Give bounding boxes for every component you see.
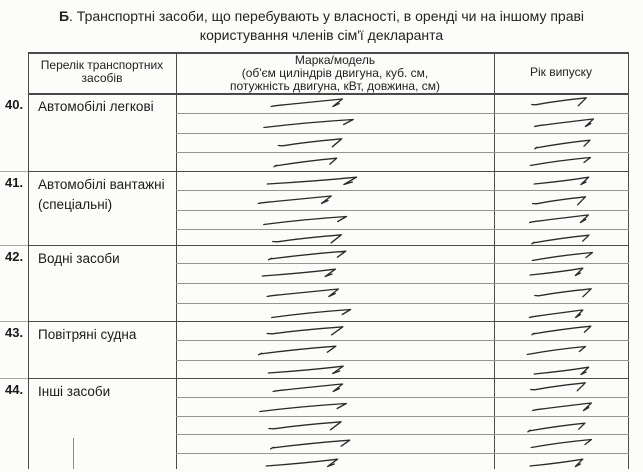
- row-number: 41.: [5, 175, 24, 190]
- section-title: [0, 7, 643, 45]
- model-dash-mark: [274, 136, 346, 152]
- model-dash-mark: [262, 174, 367, 190]
- year-dash-mark: [527, 307, 587, 323]
- column-divider-2: [494, 52, 495, 469]
- section-title-line2: користування членів сім'ї декларанта: [199, 27, 444, 43]
- entry-line: [176, 453, 629, 454]
- row-label: Водні засоби: [38, 251, 120, 266]
- year-dash-mark: [530, 400, 596, 416]
- row-number: 42.: [5, 249, 24, 264]
- row-number: 43.: [5, 325, 24, 340]
- scan-tick: [0, 321, 28, 322]
- model-dash-mark: [258, 400, 350, 416]
- scan-tick: [0, 245, 28, 246]
- header-year: Рік випуску: [529, 65, 593, 79]
- row-number: 44.: [5, 382, 24, 397]
- model-dash-mark: [270, 381, 348, 397]
- scan-tick: [0, 378, 28, 379]
- entry-line: [176, 133, 629, 134]
- entry-line: [176, 190, 629, 191]
- year-dash-mark: [531, 364, 595, 380]
- year-dash-mark: [531, 174, 595, 190]
- model-dash-mark: [268, 96, 348, 112]
- entry-line: [176, 416, 629, 417]
- model-dash-mark: [255, 193, 337, 209]
- model-dash-mark: [268, 437, 354, 453]
- year-dash-mark: [530, 323, 594, 339]
- row-label: Автомобілі вантажні (спеціальні): [38, 177, 165, 212]
- year-dash-mark: [532, 116, 598, 132]
- entry-line: [176, 283, 629, 284]
- entry-line: [176, 397, 629, 398]
- year-dash-mark: [527, 456, 589, 472]
- entry-line: [176, 229, 629, 230]
- year-dash-mark: [529, 194, 589, 210]
- year-dash-mark: [531, 249, 595, 265]
- entry-line: [176, 303, 629, 304]
- header-make-model: Марка/модель (об'єм циліндрів двигуна, куб. см, потужність двигуна, кВт, довжина, см): [229, 53, 441, 93]
- section-title-line1: Б. Транспортні засоби, що перебувають у власності, в оренді чи на іншому праві: [58, 8, 585, 24]
- model-dash-mark: [272, 155, 340, 171]
- model-dash-mark: [264, 363, 352, 379]
- model-dash-mark: [256, 343, 340, 359]
- year-dash-mark: [527, 212, 593, 228]
- year-dash-mark: [526, 343, 588, 359]
- table-border-right: [628, 52, 629, 469]
- model-dash-mark: [268, 232, 346, 248]
- year-dash-mark: [528, 95, 590, 111]
- year-dash-mark: [527, 380, 589, 396]
- model-dash-mark: [258, 266, 344, 282]
- model-dash-mark: [264, 286, 344, 302]
- row-number: 40.: [5, 97, 24, 112]
- scan-artifact-vertical: [73, 438, 74, 469]
- header-vehicle-list: Перелік транспортних засобів: [40, 58, 164, 85]
- model-dash-mark: [262, 116, 357, 132]
- entry-line: [176, 340, 629, 341]
- column-divider-1: [176, 52, 177, 469]
- row-divider: [28, 171, 629, 172]
- section-letter: Б: [58, 8, 70, 24]
- entry-line: [176, 360, 629, 361]
- model-dash-mark: [262, 213, 350, 229]
- year-dash-mark: [531, 286, 595, 302]
- year-dash-mark: [533, 137, 593, 153]
- model-dash-mark: [266, 248, 350, 264]
- year-dash-mark: [527, 265, 589, 281]
- entry-line: [176, 210, 629, 211]
- row-label: Інші засоби: [38, 384, 111, 399]
- scan-tick: [0, 171, 28, 172]
- model-dash-mark: [270, 306, 354, 322]
- year-dash-mark: [530, 232, 592, 248]
- year-dash-mark: [530, 436, 594, 452]
- row-label: Автомобілі легкові: [38, 99, 154, 114]
- year-dash-mark: [529, 154, 593, 170]
- model-dash-mark: [262, 456, 346, 472]
- model-dash-mark: [262, 324, 348, 340]
- table-border-top: [28, 52, 629, 54]
- row-label: Повітряні судна: [38, 327, 137, 342]
- year-dash-mark: [526, 420, 588, 436]
- model-dash-mark: [264, 419, 346, 435]
- entry-line: [176, 113, 629, 114]
